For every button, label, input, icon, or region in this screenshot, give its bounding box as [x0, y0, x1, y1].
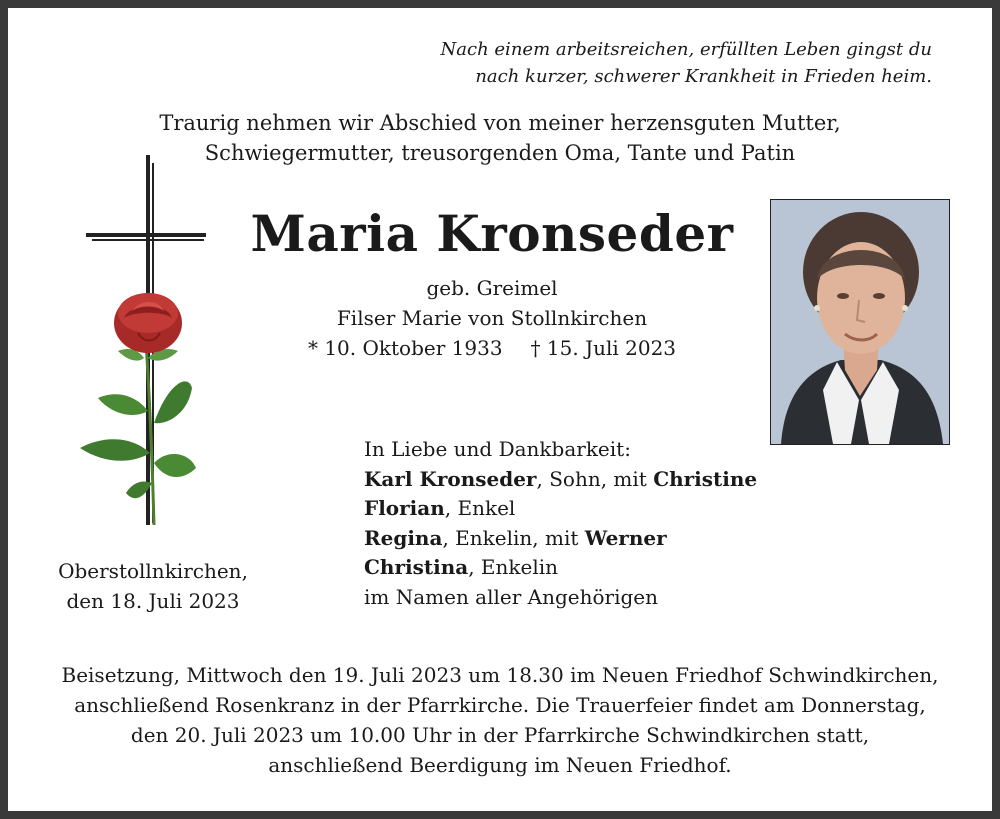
family-relation: , Enkelin, mit — [442, 525, 585, 550]
family-member-name: Florian — [364, 496, 445, 520]
intro-line-1: Traurig nehmen wir Abschied von meiner herzensguten Mutter, — [159, 111, 841, 135]
family-row — [364, 524, 757, 554]
portrait-photo — [770, 199, 950, 445]
funeral-line-4: anschließend Beerdigung im Neuen Friedhof. — [268, 753, 732, 777]
motto-line-2: nach kurzer, schwerer Krankheit in Frieden heim. — [475, 66, 932, 87]
obituary-card — [8, 8, 992, 811]
family-relation: , Sohn, mit — [536, 466, 654, 491]
intro-line-2: Schwiegermutter, treusorgenden Oma, Tante und Patin — [204, 141, 796, 165]
funeral-line-1: Beisetzung, Mittwoch den 19. Juli 2023 um 18.30 im Neuen Friedhof Schwindkirchen, — [61, 663, 939, 687]
birth-name: geb. Greimel — [426, 276, 558, 300]
family-partner-name: Christine — [653, 466, 758, 491]
deceased-name: Maria Kronseder — [250, 204, 734, 263]
family-row — [364, 553, 757, 583]
family-closing: im Namen aller Angehörigen — [364, 584, 659, 609]
portrait-image — [771, 200, 949, 444]
cross-with-rose-icon — [68, 153, 208, 533]
family-member-name: Regina — [364, 525, 443, 550]
family-partner-name: Werner — [584, 525, 667, 550]
family-relation: , Enkelin — [468, 555, 559, 579]
funeral-line-3: den 20. Juli 2023 um 10.00 Uhr in der Pfarrkirche Schwindkirchen statt, — [130, 723, 870, 747]
place-and-date — [48, 556, 258, 616]
family-intro: In Liebe und Dankbarkeit: — [364, 437, 631, 461]
funeral-info — [8, 660, 992, 780]
also-known-as: Filser Marie von Stollnkirchen — [336, 306, 648, 330]
family-row — [364, 465, 757, 495]
family-member-name: Christina — [364, 555, 469, 579]
birth-date: * 10. Oktober 1933 — [307, 336, 503, 360]
motto-line-1: Nach einem arbeitsreichen, erfüllten Leben gingst du — [440, 39, 932, 60]
death-date: † 15. Juli 2023 — [530, 336, 677, 360]
place-date: den 18. Juli 2023 — [66, 589, 240, 613]
family-row — [364, 494, 757, 524]
life-dates — [242, 333, 742, 363]
deceased-details — [242, 273, 742, 363]
funeral-line-2: anschließend Rosenkranz in der Pfarrkirche. Die Trauerfeier findet am Donnerstag, — [74, 693, 926, 717]
family-list — [364, 435, 757, 612]
place-town: Oberstollnkirchen, — [58, 559, 248, 583]
family-relation: , Enkel — [444, 496, 516, 520]
motto — [372, 36, 932, 90]
family-member-name: Karl Kronseder — [364, 466, 537, 491]
